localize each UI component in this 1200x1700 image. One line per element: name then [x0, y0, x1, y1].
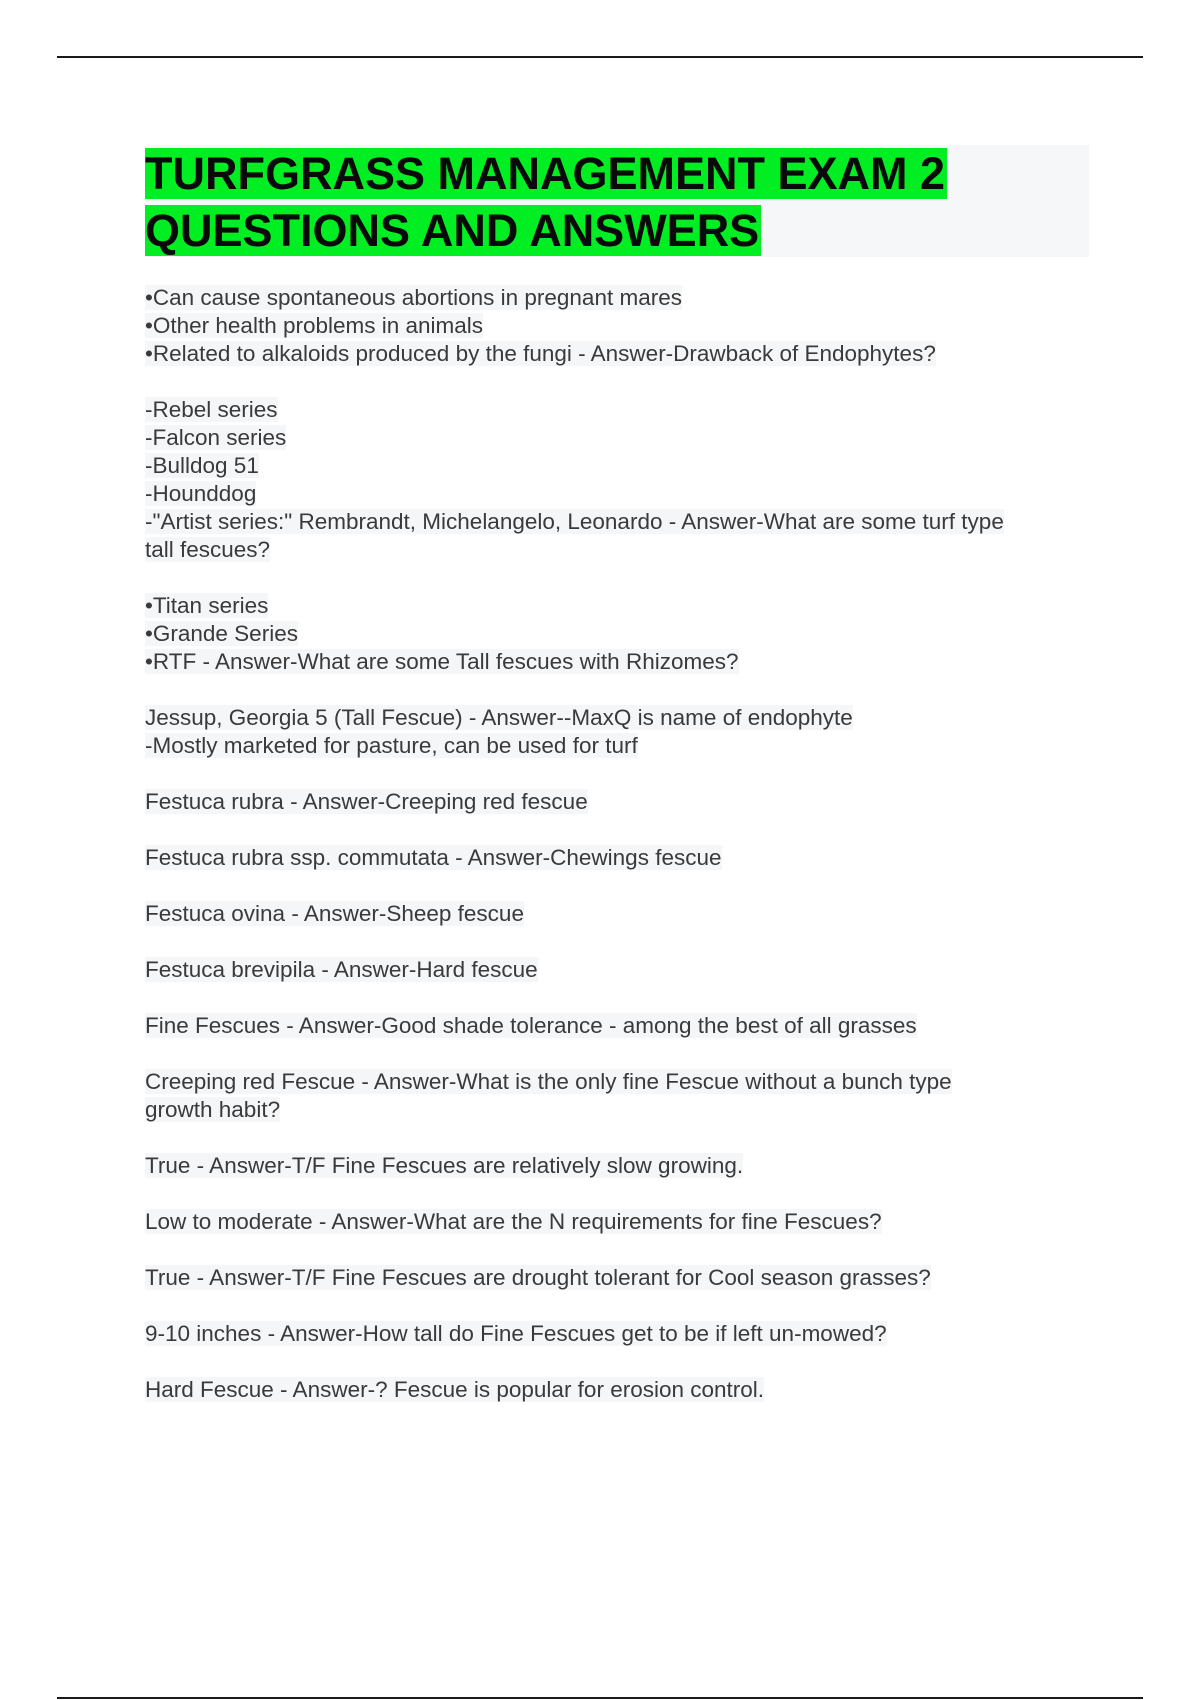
- qa-line: [145, 620, 1095, 648]
- qa-entry: [145, 788, 1095, 816]
- bottom-rule: [57, 1697, 1143, 1699]
- qa-line: [145, 900, 1095, 928]
- qa-line-text: 9-10 inches - Answer-How tall do Fine Fescues get to be if left un-mowed?: [145, 1321, 887, 1346]
- qa-line-text: -Bulldog 51: [145, 453, 259, 478]
- qa-line-text: •Related to alkaloids produced by the fungi - Answer-Drawback of Endophytes?: [145, 341, 936, 366]
- qa-entry: [145, 284, 1095, 368]
- qa-line-text: •Other health problems in animals: [145, 313, 484, 338]
- qa-line-text: True - Answer-T/F Fine Fescues are relatively slow growing.: [145, 1153, 744, 1178]
- qa-line: [145, 648, 1095, 676]
- qa-line-text: •RTF - Answer-What are some Tall fescues with Rhizomes?: [145, 649, 739, 674]
- qa-line-text: Creeping red Fescue - Answer-What is the only fine Fescue without a bunch type: [145, 1069, 952, 1094]
- qa-line-text: •Grande Series: [145, 621, 298, 646]
- qa-entry: [145, 1376, 1095, 1404]
- qa-line: [145, 536, 1095, 564]
- qa-entry: [145, 704, 1095, 760]
- qa-entry: [145, 900, 1095, 928]
- qa-line: [145, 1208, 1095, 1236]
- qa-line-text: Low to moderate - Answer-What are the N requirements for fine Fescues?: [145, 1209, 882, 1234]
- qa-line-text: Festuca rubra ssp. commutata - Answer-Chewings fescue: [145, 845, 722, 870]
- qa-entry: [145, 1320, 1095, 1348]
- qa-line-text: -Mostly marketed for pasture, can be used for turf: [145, 733, 638, 758]
- qa-entry: [145, 1264, 1095, 1292]
- qa-line: [145, 1012, 1095, 1040]
- qa-line-text: Festuca brevipila - Answer-Hard fescue: [145, 957, 538, 982]
- qa-line-text: True - Answer-T/F Fine Fescues are drought tolerant for Cool season grasses?: [145, 1265, 931, 1290]
- qa-line: [145, 788, 1095, 816]
- qa-line: [145, 452, 1095, 480]
- qa-entry: [145, 592, 1095, 676]
- qa-line-text: •Titan series: [145, 593, 269, 618]
- qa-line: [145, 1264, 1095, 1292]
- qa-line-text: growth habit?: [145, 1097, 281, 1122]
- qa-line: [145, 704, 1095, 732]
- qa-line: [145, 844, 1095, 872]
- qa-line: [145, 284, 1095, 312]
- qa-entry: [145, 956, 1095, 984]
- qa-line: [145, 1376, 1095, 1404]
- qa-line-text: Festuca rubra - Answer-Creeping red fescue: [145, 789, 588, 814]
- qa-line: [145, 424, 1095, 452]
- qa-line-text: Fine Fescues - Answer-Good shade tolerance - among the best of all grasses: [145, 1013, 917, 1038]
- title-line-2: QUESTIONS AND ANSWERS: [145, 205, 760, 256]
- qa-line: [145, 480, 1095, 508]
- qa-line: [145, 340, 1095, 368]
- qa-line-text: -Falcon series: [145, 425, 287, 450]
- qa-line-text: -Hounddog: [145, 481, 257, 506]
- qa-line: [145, 396, 1095, 424]
- qa-line-text: •Can cause spontaneous abortions in pregnant mares: [145, 285, 682, 310]
- qa-list: [145, 284, 1095, 1432]
- qa-entry: [145, 844, 1095, 872]
- qa-line-text: Hard Fescue - Answer-? Fescue is popular for erosion control.: [145, 1377, 765, 1402]
- qa-entry: [145, 396, 1095, 564]
- qa-line: [145, 1320, 1095, 1348]
- qa-line: [145, 1152, 1095, 1180]
- qa-line: [145, 312, 1095, 340]
- qa-line: [145, 592, 1095, 620]
- qa-entry: [145, 1012, 1095, 1040]
- qa-line: [145, 732, 1095, 760]
- qa-entry: [145, 1208, 1095, 1236]
- qa-line-text: -"Artist series:" Rembrandt, Michelangelo, Leonardo - Answer-What are some turf type: [145, 509, 1004, 534]
- qa-line-text: Festuca ovina - Answer-Sheep fescue: [145, 901, 524, 926]
- qa-line-text: Jessup, Georgia 5 (Tall Fescue) - Answer--MaxQ is name of endophyte: [145, 705, 853, 730]
- qa-line: [145, 956, 1095, 984]
- qa-line: [145, 1096, 1095, 1124]
- qa-line: [145, 1068, 1095, 1096]
- top-rule: [57, 56, 1143, 58]
- qa-line-text: tall fescues?: [145, 537, 271, 562]
- qa-line: [145, 508, 1095, 536]
- qa-entry: [145, 1068, 1095, 1124]
- title-line-1: TURFGRASS MANAGEMENT EXAM 2: [145, 148, 946, 199]
- document-title: [145, 145, 947, 259]
- qa-line-text: -Rebel series: [145, 397, 278, 422]
- qa-entry: [145, 1152, 1095, 1180]
